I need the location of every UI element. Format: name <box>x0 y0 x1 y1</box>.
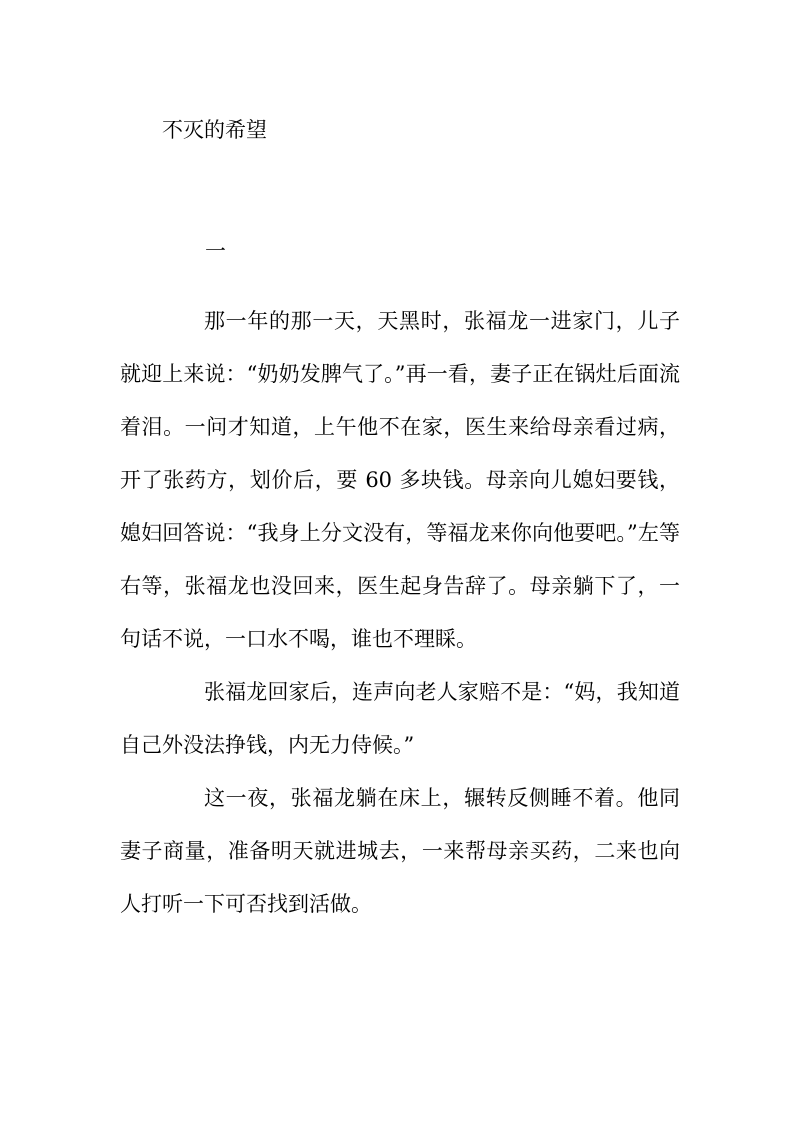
document-title: 不灭的希望 <box>162 118 267 142</box>
section-number: 一 <box>205 239 226 263</box>
paragraph-1: 那一年的那一天，天黑时，张福龙一进家门，儿子就迎上来说：“奶奶发脾气了。”再一看，妻子正在锅灶后面流着泪。一问才知道，上午他不在家，医生来给母亲看过病，开了张药方，划价后，要 60 多块钱。母亲向儿媳妇要钱，媳妇回答说：“我身上分文没有，等福龙来你向他要吧。”左等右等，张福龙也没回来，医生起身告辞了。母亲躺下了，一句话不说，一口水不喝，谁也不理睬。 <box>120 309 680 651</box>
paragraph-3: 这一夜，张福龙躺在床上，辗转反侧睡不着。他同妻子商量，准备明天就进城去，一来帮母亲买药，二来也向人打听一下可否找到活做。 <box>120 786 680 916</box>
document-body <box>120 295 680 931</box>
paragraph-2: 张福龙回家后，连声向老人家赔不是：“妈，我知道自己外没法挣钱，内无力侍候。” <box>120 680 680 757</box>
